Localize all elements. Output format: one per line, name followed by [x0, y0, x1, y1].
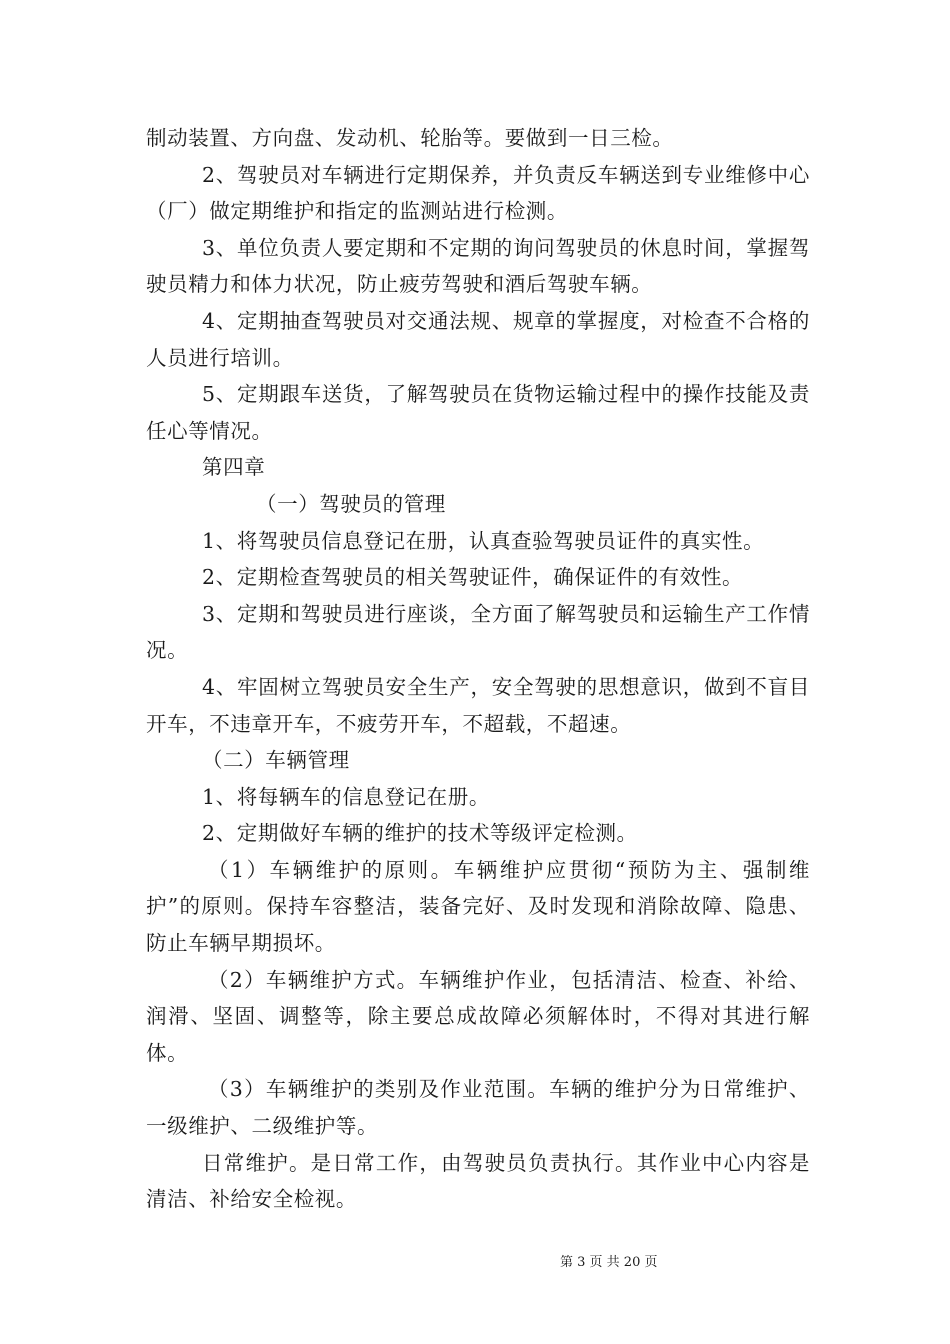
daily-maintenance-paragraph: 日常维护。是日常工作，由驾驶员负责执行。其作业中心内容是清洁、补给安全检视。	[146, 1150, 810, 1212]
vehicle-subitem-1: （1）车辆维护的原则。车辆维护应贯彻“预防为主、强制维护”的原则。保持车容整洁，装备完好、及时发现和消除故障、隐患、防止车辆早期损坏。	[146, 857, 810, 956]
page-number-footer: 第 3 页 共 20 页	[560, 1255, 658, 1270]
paragraph-item-5: 5、定期跟车送货，了解驾驶员在货物运输过程中的操作技能及责任心等情况。	[146, 382, 810, 443]
vehicle-subitem-3: （3）车辆维护的类别及作业范围。车辆的维护分为日常维护、一级维护、二级维护等。	[146, 1077, 810, 1139]
section-heading-vehicle-management: （二）车辆管理	[202, 748, 350, 773]
paragraph-item-3: 3、单位负责人要定期和不定期的询问驾驶员的休息时间，掌握驾驶员精力和体力状况，防止疲劳驾驶和酒后驾驶车辆。	[146, 235, 810, 297]
vehicle-subitem-2: （2）车辆维护方式。车辆维护作业，包括清洁、检查、补给、润滑、坚固、调整等，除主要总成故障必须解体时，不得对其进行解体。	[146, 967, 810, 1065]
driver-item-3: 3、定期和驾驶员进行座谈，全方面了解驾驶员和运输生产工作情况。	[146, 601, 810, 663]
driver-item-1: 1、将驾驶员信息登记在册，认真查验驾驶员证件的真实性。	[202, 528, 765, 553]
paragraph-item-2: 2、驾驶员对车辆进行定期保养，并负责反车辆送到专业维修中心（厂）做定期维护和指定的监测站进行检测。	[146, 162, 810, 224]
document-body	[146, 120, 810, 1218]
vehicle-item-1: 1、将每辆车的信息登记在册。	[202, 784, 490, 809]
driver-item-4: 4、牢固树立驾驶员安全生产，安全驾驶的思想意识，做到不盲目开车，不违章开车，不疲劳开车，不超载，不超速。	[146, 674, 810, 736]
paragraph-continuation: 制动装置、方向盘、发动机、轮胎等。要做到一日三检。	[146, 126, 674, 150]
chapter-heading: 第四章	[202, 455, 266, 480]
paragraph-item-4: 4、定期抽查驾驶员对交通法规、规章的掌握度，对检查不合格的人员进行培训。	[146, 308, 810, 370]
section-heading-driver-management: （一）驾驶员的管理	[256, 491, 446, 516]
driver-item-2: 2、定期检查驾驶员的相关驾驶证件，确保证件的有效性。	[202, 565, 744, 590]
vehicle-item-2: 2、定期做好车辆的维护的技术等级评定检测。	[202, 821, 638, 846]
